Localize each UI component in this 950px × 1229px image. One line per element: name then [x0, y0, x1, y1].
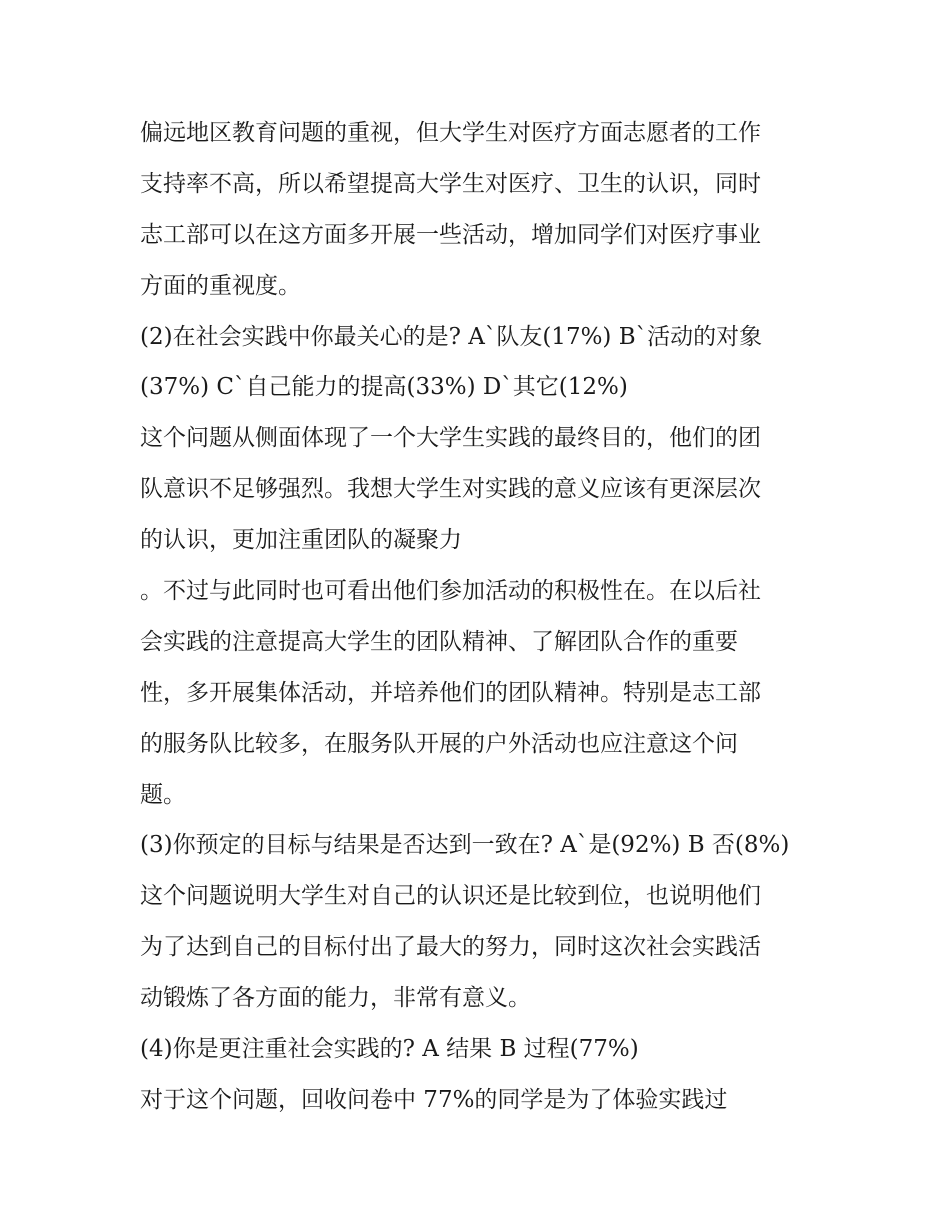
question-3-line: (3)你预定的目标与结果是否达到一致在? A`是(92%) B 否(8%) — [140, 832, 790, 859]
text-line: 为了达到自己的目标付出了最大的努力，同时这次社会实践活 — [140, 934, 761, 961]
question-4-line: (4)你是更注重社会实践的? A 结果 B 过程(77%) — [140, 1036, 639, 1063]
text-line: 的服务队比较多，在服务队开展的户外活动也应注意这个问 — [140, 730, 738, 757]
question-2-options: (37%) C`自己能力的提高(33%) D`其它(12%) — [140, 374, 628, 401]
text-line: 这个问题从侧面体现了一个大学生实践的最终目的，他们的团 — [140, 425, 761, 452]
text-line: 性，多开展集体活动，并培养他们的团队精神。特别是志工部 — [140, 679, 761, 706]
text-line: 动锻炼了各方面的能力，非常有意义。 — [140, 985, 531, 1012]
question-2-line: (2)在社会实践中你最关心的是? A`队友(17%) B`活动的对象 — [140, 323, 763, 350]
text-line: 方面的重视度。 — [140, 272, 301, 299]
body-text — [140, 108, 820, 1126]
text-line: 志工部可以在这方面多开展一些活动，增加同学们对医疗事业 — [140, 221, 761, 248]
text-line: 题。 — [140, 781, 186, 808]
text-line: 队意识不足够强烈。我想大学生对实践的意义应该有更深层次 — [140, 476, 761, 503]
text-line: 偏远地区教育问题的重视，但大学生对医疗方面志愿者的工作 — [140, 120, 761, 146]
text-line: 这个问题说明大学生对自己的认识还是比较到位，也说明他们 — [140, 883, 761, 910]
text-line: 的认识，更加注重团队的凝聚力 — [140, 527, 462, 554]
text-line: 会实践的注意提高大学生的团队精神、了解团队合作的重要 — [140, 628, 738, 655]
text-line: 支持率不高，所以希望提高大学生对医疗、卫生的认识，同时 — [140, 170, 761, 197]
text-line: 。不过与此同时也可看出他们参加活动的积极性在。在以后社 — [140, 578, 761, 605]
text-line: 对于这个问题，回收问卷中 77%的同学是为了体验实践过 — [140, 1086, 728, 1113]
